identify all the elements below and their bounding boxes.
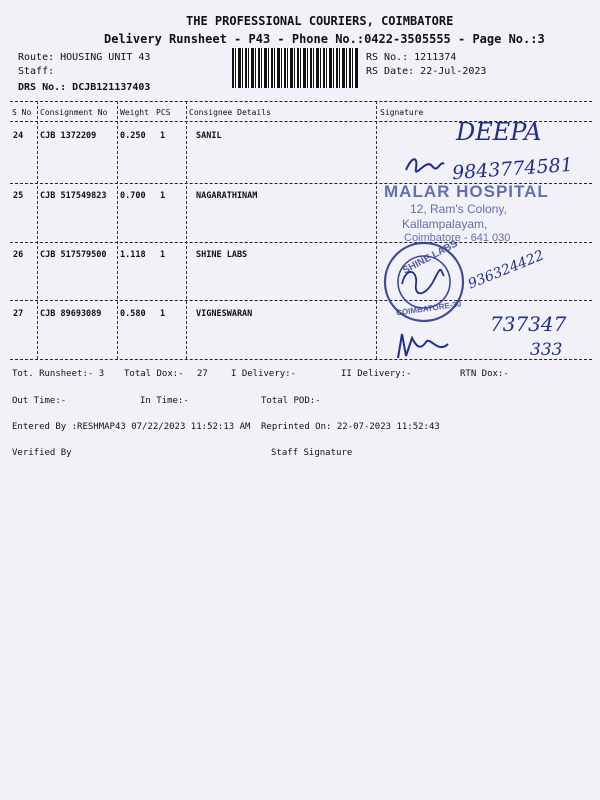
ii-delivery: II Delivery:-	[341, 369, 412, 379]
signature-mark	[402, 152, 448, 180]
route-label: Route: HOUSING UNIT 43	[18, 52, 151, 63]
row-weight: 0.700	[120, 191, 146, 201]
drs-number: DRS No.: DCJB121137403	[18, 82, 151, 93]
hospital-stamp-name: MALAR HOSPITAL	[384, 182, 549, 201]
col-consignment: Consignment No	[40, 108, 108, 117]
row-sno: 25	[13, 191, 24, 201]
total-dox-label: Total Dox:-	[124, 369, 184, 379]
total-dox-value: 27	[197, 369, 208, 379]
verified-by: Verified By	[12, 448, 72, 458]
handwritten-number: 737347	[490, 312, 567, 336]
row-consignment: CJB 517549823	[40, 191, 107, 201]
hospital-stamp-line: Kallampalayam,	[402, 217, 488, 231]
shine-labs-stamp-top: SHINE LABS	[400, 238, 460, 277]
row-sno: 26	[13, 250, 24, 260]
runsheet-heading: Delivery Runsheet - P43 - Phone No.:0422-3505555 - Page No.:3	[104, 32, 545, 46]
row-pcs: 1	[160, 191, 166, 201]
staff-signature-label: Staff Signature	[271, 448, 353, 458]
hospital-stamp-line: 12, Ram's Colony,	[410, 202, 507, 216]
row-pcs: 1	[160, 250, 166, 260]
row-sno: 27	[13, 309, 24, 319]
row-pcs: 1	[160, 131, 166, 141]
row-consignment: CJB 517579500	[40, 250, 107, 260]
company-title: THE PROFESSIONAL COURIERS, COIMBATORE	[186, 14, 454, 28]
row-consignee: NAGARATHINAM	[196, 191, 258, 201]
row-separator	[10, 300, 592, 301]
in-time: In Time:-	[140, 396, 189, 406]
col-divider	[186, 101, 187, 359]
row-consignment: CJB 89693089	[40, 309, 102, 319]
row-weight: 0.250	[120, 131, 146, 141]
tot-runsheet: Tot. Runsheet:- 3	[12, 369, 105, 379]
row-weight: 0.580	[120, 309, 146, 319]
rtn-dox: RTN Dox:-	[460, 369, 509, 379]
signature-mark	[392, 328, 452, 364]
col-pcs: PCS	[156, 108, 171, 117]
row-weight: 1.118	[120, 250, 146, 260]
reprinted-on: Reprinted On: 22-07-2023 11:52:43	[261, 422, 440, 432]
col-sno: S No	[12, 108, 32, 117]
handwritten-phone: 9843774581	[451, 153, 574, 185]
col-divider	[117, 101, 118, 359]
row-pcs: 1	[160, 309, 166, 319]
staff-label: Staff:	[18, 66, 55, 77]
col-signature: Signature	[380, 108, 424, 117]
row-sno: 24	[13, 131, 24, 141]
handwritten-phone: 936324422	[465, 247, 547, 293]
row-consignee: SHINE LABS	[196, 250, 248, 260]
rs-number: RS No.: 1211374	[366, 52, 457, 63]
table-bottom-rule	[10, 359, 592, 360]
total-pod: Total POD:-	[261, 396, 321, 406]
hospital-stamp-line: Coimbatore - 641 030	[404, 232, 511, 244]
i-delivery: I Delivery:-	[231, 369, 297, 379]
rs-date: RS Date: 22-Jul-2023	[366, 66, 487, 77]
col-weight: Weight	[120, 108, 149, 117]
barcode	[232, 48, 358, 88]
col-consignee: Consignee Details	[189, 108, 271, 117]
row-consignment: CJB 1372209	[40, 131, 97, 141]
out-time: Out Time:-	[12, 396, 67, 406]
table-top-rule	[10, 101, 592, 102]
col-divider	[37, 101, 38, 359]
col-divider	[376, 101, 377, 359]
row-consignee: SANIL	[196, 131, 222, 141]
shine-labs-stamp-bottom: COIMBATORE-30	[395, 299, 462, 318]
handwritten-number: 333	[530, 340, 563, 360]
handwritten-name: DEEPA	[456, 118, 542, 146]
row-consignee: VIGNESWARAN	[196, 309, 253, 319]
entered-by: Entered By :RESHMAP43 07/22/2023 11:52:13 AM	[12, 422, 251, 432]
